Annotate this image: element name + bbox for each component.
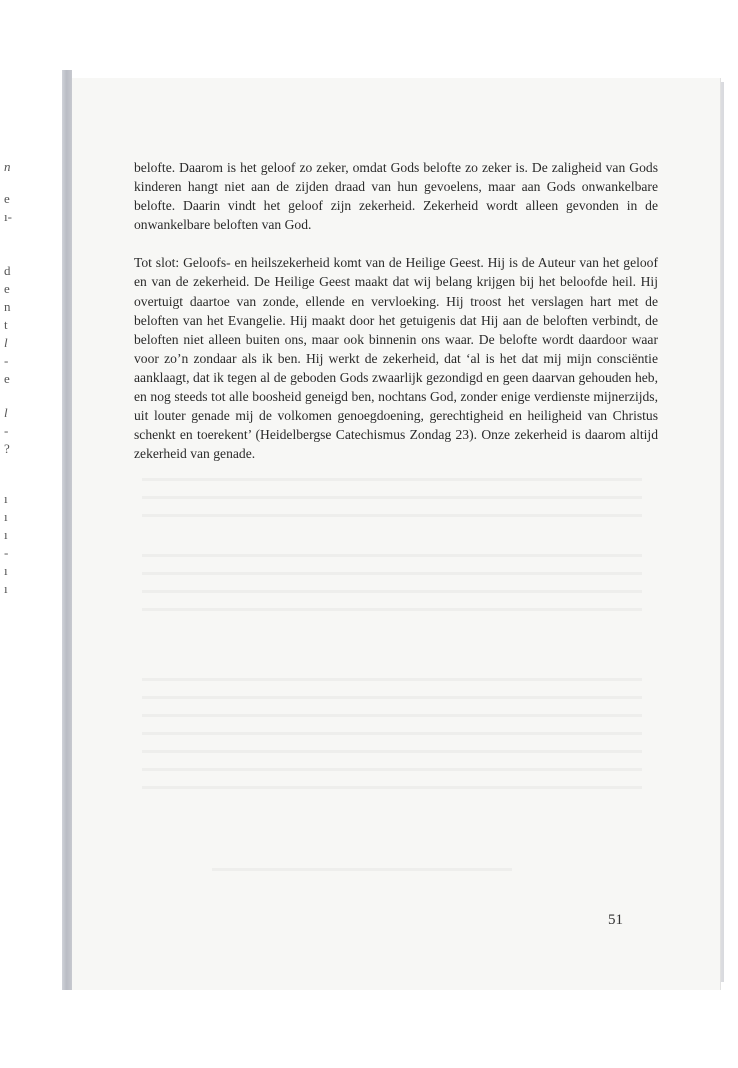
show-through-line <box>142 768 642 771</box>
body-text <box>134 158 658 463</box>
edge-fragment: ı <box>4 509 8 524</box>
edge-fragment: d <box>4 263 11 278</box>
show-through-line <box>142 554 642 557</box>
show-through-line <box>142 590 642 593</box>
show-through-line <box>142 696 642 699</box>
show-through-line <box>142 572 642 575</box>
edge-fragment: e <box>4 281 10 296</box>
edge-fragment: l <box>4 405 8 420</box>
edge-fragment: - <box>4 353 9 368</box>
edge-fragment: ı <box>4 491 8 506</box>
right-page <box>72 78 720 990</box>
edge-fragment: e <box>4 371 10 386</box>
edge-fragment: ı <box>4 563 8 578</box>
edge-fragment: l <box>4 335 8 350</box>
show-through-line <box>142 732 642 735</box>
page-number: 51 <box>608 912 623 928</box>
edge-fragment: - <box>4 545 9 560</box>
show-through-line <box>142 478 642 481</box>
paragraph-1: belofte. Daarom is het geloof zo zeker, omdat Gods belofte zo zeker is. De zaligheid van Gods kinderen hangt niet aan de zijden draad van hun gevoelens, maar aan Gods onwankelbare belofte. Daarin vindt het geloof zijn zekerheid. Zekerheid wordt alleen gevonden in de onwankelbare beloften van God. <box>134 160 658 233</box>
edge-fragment: n <box>4 159 11 174</box>
paragraph-2: Tot slot: Geloofs- en heilszekerheid komt van de Heilige Geest. Hij is de Auteur van het geloof en van de zekerheid. De Heilige Geest maakt dat wij belang krijgen bij het beloofde heil. Hij overtuigt daartoe van zonde, ellende en vervloeking. Hij troost het verslagen hart met de beloften van het Evangelie. Hij maakt door het getuigenis dat Hij aan de beloften verbindt, de beloften niet alleen buiten ons, maar ook binnenin ons waar. De belofte wordt daardoor waar voor zo’n zondaar als ik ben. Hij werkt de zekerheid, dat ‘al is het dat mij mijn consciëntie aanklaagt, dat ik tegen al de geboden Gods zwaarlijk gezondigd en geen daarvan gehouden heb, en nog steeds tot alle boosheid geneigd ben, nochtans God, zonder enige verdienste mijnerzijds, uit louter genade mij de volkomen genoegdoening, gerechtigheid en heiligheid van Christus schenkt en toerekent’ (Heidelbergse Catechismus Zondag 23). Onze zekerheid is daarom altijd zekerheid van genade. <box>134 255 658 462</box>
edge-fragment: - <box>4 423 9 438</box>
edge-fragment: ı <box>4 527 8 542</box>
edge-fragment: n <box>4 299 11 314</box>
edge-fragment: t <box>4 317 8 332</box>
left-page-edge <box>0 140 28 610</box>
show-through-line <box>142 750 642 753</box>
edge-fragment: e <box>4 191 10 206</box>
edge-fragment: ? <box>4 441 10 456</box>
show-through-line <box>212 868 512 871</box>
show-through-line <box>142 714 642 717</box>
show-through-line <box>142 678 642 681</box>
show-through-line <box>142 514 642 517</box>
edge-fragment: ı <box>4 581 8 596</box>
show-through-line <box>142 786 642 789</box>
edge-fragment: ı- <box>4 209 12 224</box>
show-through-line <box>142 496 642 499</box>
book-spine-shadow <box>62 70 72 990</box>
show-through-line <box>142 608 642 611</box>
